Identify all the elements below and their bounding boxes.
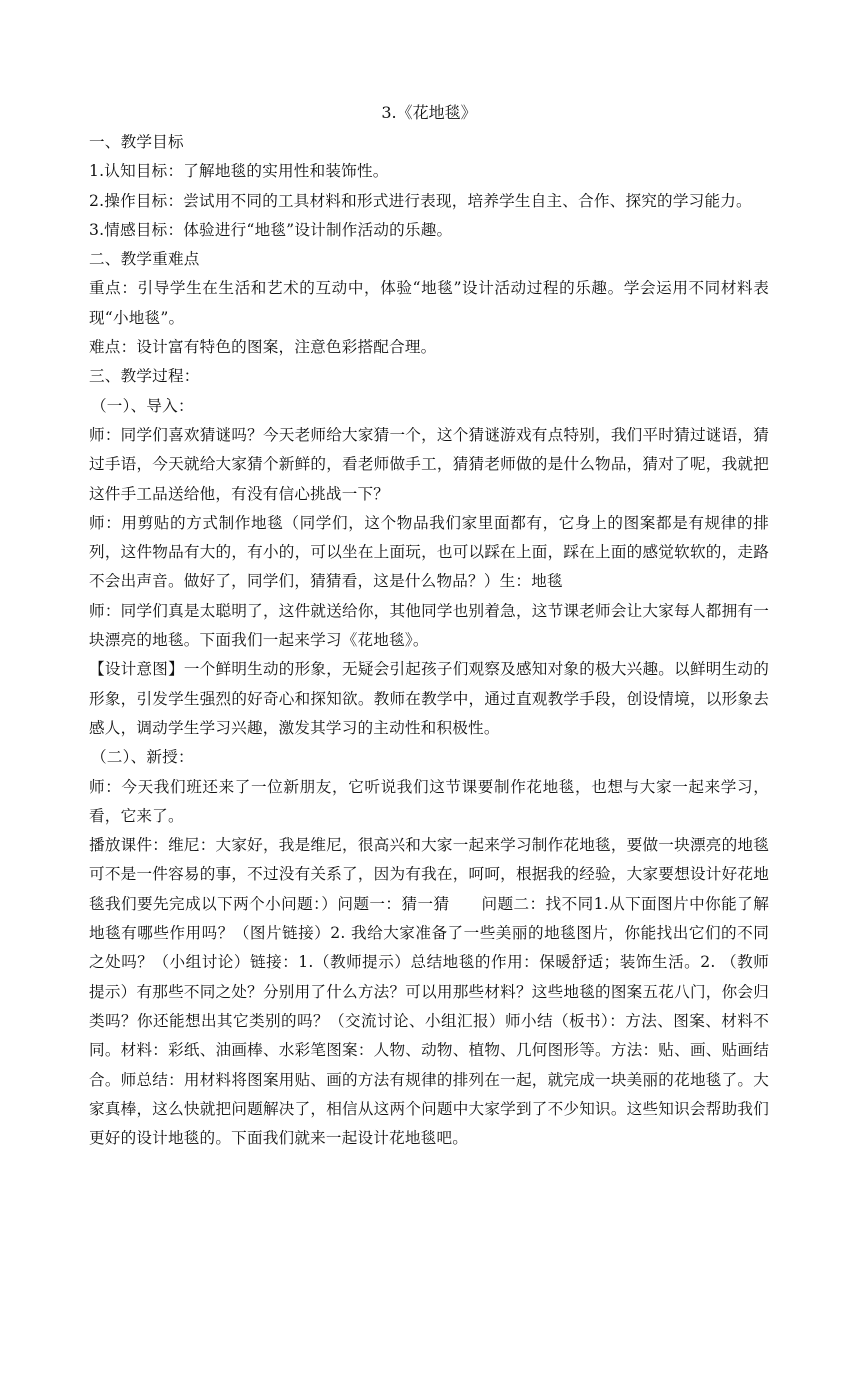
teacher-paragraph-paper-cut: 师：用剪贴的方式制作地毯（同学们，这个物品我们家里面都有，它身上的图案都是有规律的排列，这件物品有大的，有小的，可以坐在上面玩，也可以踩在上面，踩在上面的感觉软软的，走路不会出声音。做好了，同学们，猜猜看，这是什么物品？）生：地毯 (89, 513, 769, 591)
document-page (89, 98, 769, 1153)
teacher-paragraph-praise: 师：同学们真是太聪明了，这件就送给你，其他同学也别着急，这节课老师会让大家每人都拥有一块漂亮的地毯。下面我们一起来学习《花地毯》。 (89, 601, 769, 650)
teacher-paragraph-new-friend: 师：今天我们班还来了一位新朋友，它听说我们这节课要制作花地毯，也想与大家一起来学习，看，它来了。 (89, 777, 769, 825)
design-intent-paragraph: 【设计意图】一个鲜明生动的形象，无疑会引起孩子们观察及感知对象的极大兴趣。以鲜明生动的形象，引发学生强烈的好奇心和探知欲。教师在教学中，通过直观教学手段，创设情境，以形象去感人，调动学生学习兴趣，激发其学习的主动性和积极性。 (89, 660, 769, 737)
section-heading-process: 三、教学过程： (89, 367, 200, 386)
section-heading-objectives: 一、教学目标 (89, 133, 184, 151)
subsection-heading-intro: （一）、导入： (91, 396, 194, 415)
document-title: 3.《花地毯》 (381, 103, 477, 122)
section-heading-key-points: 二、教学重难点 (89, 250, 200, 269)
subsection-heading-new-lesson: （二）、新授： (91, 748, 194, 767)
courseware-paragraph: 播放课件：维尼：大家好，我是维尼，很高兴和大家一起来学习制作花地毯，要做一块漂亮的地毯可不是一件容易的事，不过没有关系了，因为有我在，呵呵，根据我的经验，大家要想设计好花地毯我们要先完成以下两个小问题：）问题一：猜一猜 问题二：找不同1.从下面图片中你能了解地毯有哪些作用吗？（图片链接）2. 我给大家准备了一些美丽的地毯图片，你能找出它们的不同之处吗？（小组讨论）链接：1.（教师提示）总结地毯的作用：保暖舒适；装饰生活。2. （教师提示）有那些不同之处？分别用了什么方法？可以用那些材料？这些地毯的图案五花八门，你会归类吗？你还能想出其它类别的吗？（交流讨论、小组汇报）师小结（板书）：方法、图案、材料不同。材料：彩纸、油画棒、水彩笔图案：人物、动物、植物、几何图形等。方法：贴、画、贴画结合。师总结：用材料将图案用贴、画的方法有规律的排列在一起，就完成一块美丽的花地毯了。大家真棒，这么快就把问题解决了，相信从这两个问题中大家学到了不少知识。这些知识会帮助我们更好的设计地毯的。下面我们就来一起设计花地毯吧。 (89, 836, 769, 1148)
teacher-paragraph-riddle: 师：同学们喜欢猜谜吗？今天老师给大家猜一个，这个猜谜游戏有点特别，我们平时猜过谜语，猜过手语，今天就给大家猜个新鲜的，看老师做手工，猜猜老师做的是什么物品，猜对了呢，我就把这件手工品送给他，有没有信心挑战一下？ (89, 425, 769, 503)
key-point-paragraph: 重点：引导学生在生活和艺术的互动中，体验“地毯”设计活动过程的乐趣。学会运用不同材料表现“小地毯”。 (89, 279, 769, 327)
objective-operational: 2.操作目标：尝试用不同的工具材料和形式进行表现，培养学生自主、合作、探究的学习能力。 (89, 191, 752, 210)
objective-emotional: 3.情感目标：体验进行“地毯”设计制作活动的乐趣。 (89, 220, 453, 239)
objective-cognitive: 1.认知目标：了解地毯的实用性和装饰性。 (89, 162, 389, 181)
difficulty-paragraph: 难点：设计富有特色的图案，注意色彩搭配合理。 (89, 338, 437, 357)
